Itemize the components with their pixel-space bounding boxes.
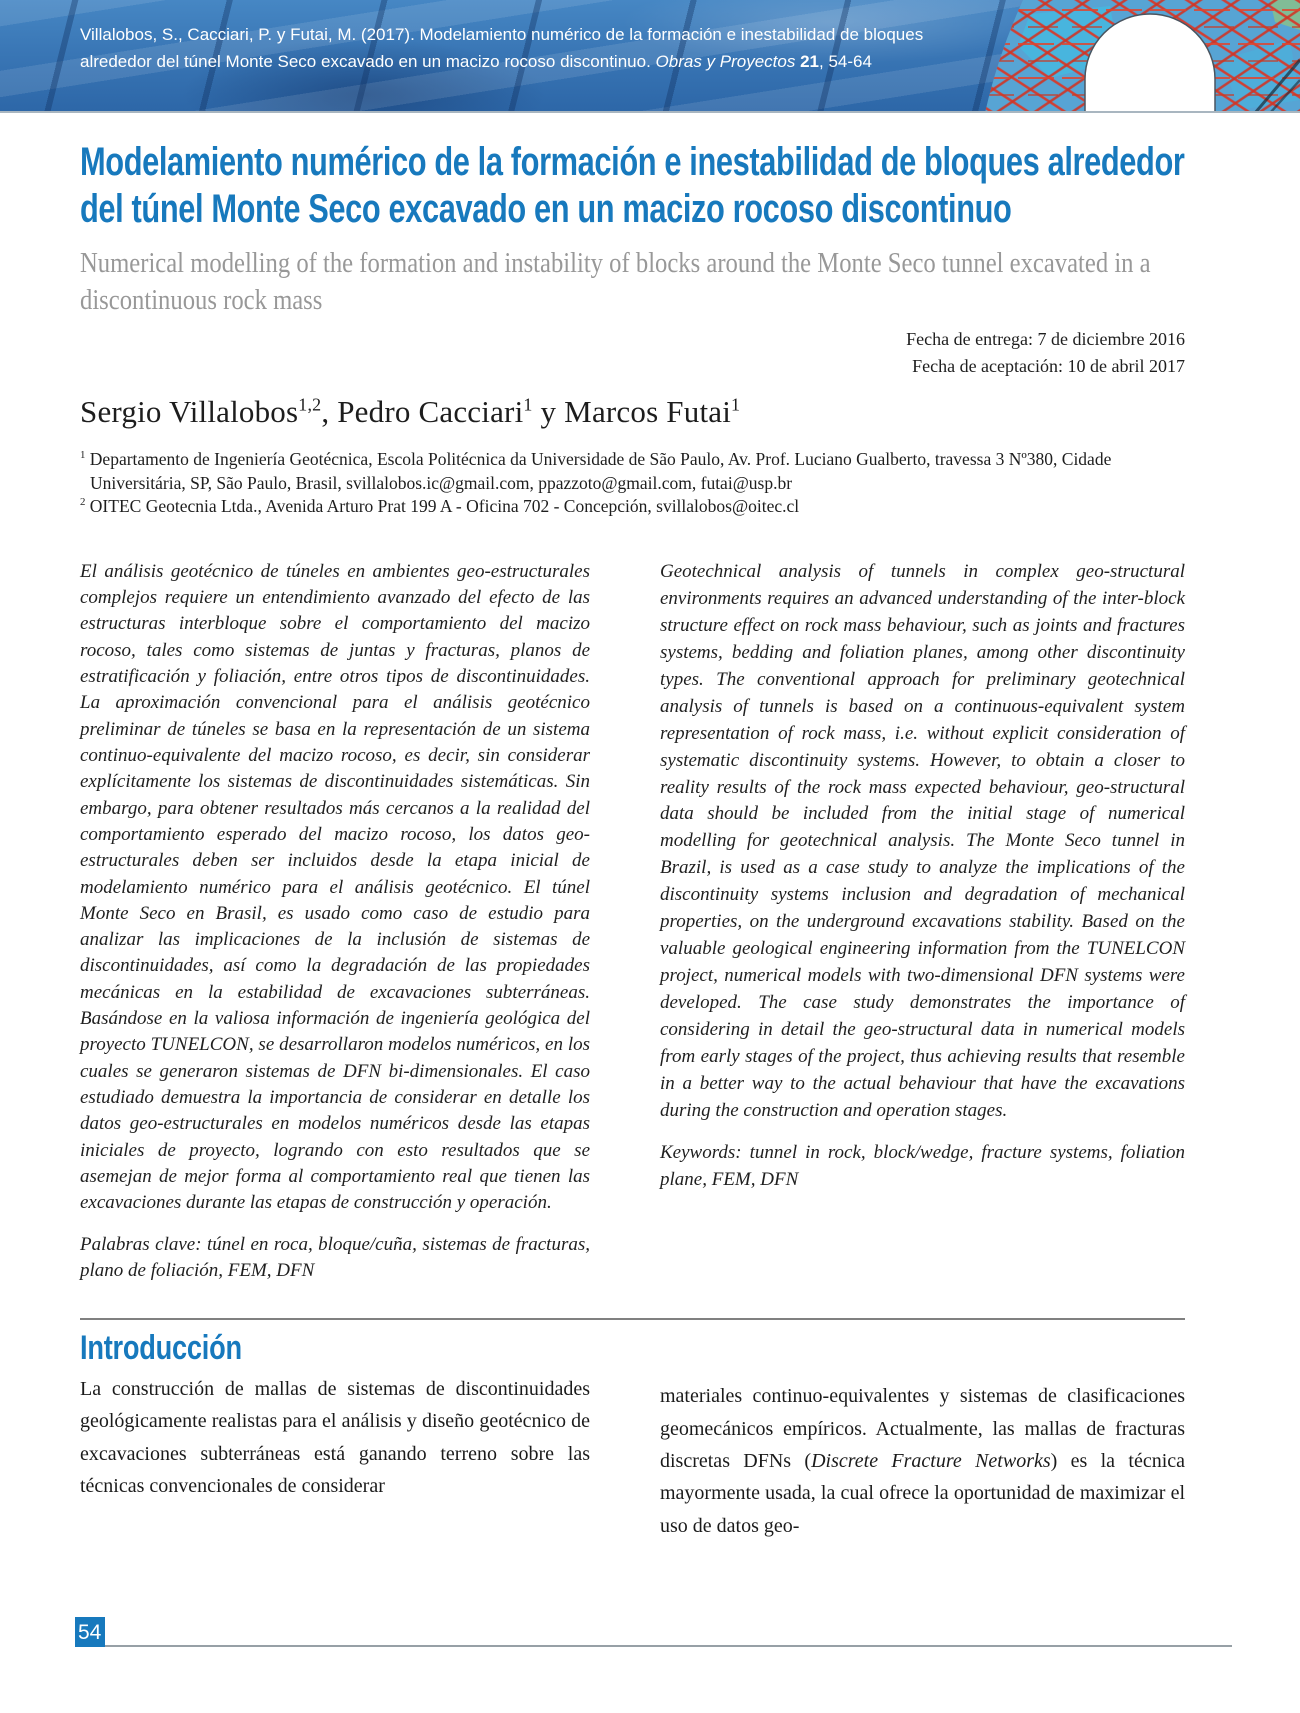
author-1: Sergio Villalobos	[80, 393, 299, 429]
page-number-badge: 54	[75, 1617, 105, 1647]
introduction-right-column	[660, 1328, 1185, 1542]
abstract-section	[80, 559, 1185, 1284]
affiliation-1-marker: 1	[80, 449, 86, 462]
journal-header-band	[0, 0, 1300, 113]
introduction-left-text: La construcción de mallas de sistemas de discontinuidades geológicamente realistas para el análisis y diseño geotécnico de excavaciones subterráneas está ganando terreno sobre las técnicas convencionales de considerar	[80, 1377, 590, 1498]
introduction-left-column	[80, 1328, 590, 1542]
introduction-section	[80, 1328, 1185, 1542]
submission-dates	[80, 326, 1185, 380]
abstract-spanish-column	[80, 559, 590, 1284]
author-2: , Pedro Cacciari	[321, 393, 524, 429]
affiliation-1	[80, 448, 1185, 495]
date-accepted: Fecha de aceptación: 10 de abril 2017	[912, 355, 1185, 376]
citation-volume: 21	[800, 51, 820, 71]
citation-text	[80, 22, 960, 75]
author-1-affmark: 1,2	[298, 394, 322, 415]
author-line	[80, 394, 1185, 430]
article-title-spanish: Modelamiento numérico de la formación e inestabilidad de bloques alrededor del túnel Monte Seco excavado en un macizo rocoso discontinuo	[80, 140, 1185, 232]
affiliation-1-text: Departamento de Ingeniería Geotécnica, Escola Politécnica da Universidade de São Paulo, Av. Prof. Luciano Gualberto, travessa 3 Nº380, Cidade Universitária, SP, São Paulo, Brasil, svillalobos.ic@gmail.com, ppazzoto@gmail.com, futai@usp.br	[85, 448, 1112, 493]
citation-main: Villalobos, S., Cacciari, P. y Futai, M. (2017). Modelamiento numérico de la formación e inestabilidad de bloques alrededor del túnel Monte Seco excavado en un macizo rocoso discontinuo.	[80, 25, 924, 71]
tunnel-fracture-network-graphic	[970, 0, 1300, 113]
affiliation-2-text: OITEC Geotecnia Ltda., Avenida Arturo Prat 199 A - Oficina 702 - Concepción, svillalobos@oitec.cl	[85, 496, 800, 517]
abstract-spanish-text: El análisis geotécnico de túneles en ambientes geo-estructurales complejos requiere un entendimiento avanzado del efecto de las estructuras interbloque sobre el comportamiento del macizo rocoso, tales como sistemas de juntas y fracturas, planos de estratificación y foliación, entre otros tipos de discontinuidades. La aproximación convencional para el análisis geotécnico preliminar de túneles se basa en la representación de un sistema continuo-equivalente del macizo rocoso, es decir, sin considerar explícitamente los sistemas de discontinuidades sistemáticas. Sin embargo, para obtener resultados más cercanos a la realidad del comportamiento esperado del macizo rocoso, los datos geo-estructurales deben ser incluidos desde la etapa inicial de modelamiento numérico para el análisis geotécnico. El túnel Monte Seco en Brasil, es usado como caso de estudio para analizar las implicaciones de la inclusión de sistemas de discontinuidades, así como la degradación de las propiedades mecánicas en la estabilidad de excavaciones subterráneas. Basándose en la valiosa información de ingeniería geológica del proyecto TUNELCON, se desarrollaron modelos numéricos, en los cuales se generaron sistemas de DFN bi-dimensionales. El caso estudiado demuestra la importancia de considerar en detalle los datos geo-estructurales en modelos numéricos desde las etapas iniciales de proyecto, logrando con esto resultados que se asemejan de mejor forma al comportamiento real que tienen las excavaciones durante las etapas de construcción y operación.	[80, 560, 590, 1214]
author-3: y Marcos Futai	[532, 393, 732, 429]
article-content	[80, 139, 1185, 1542]
citation-journal-name: Obras y Proyectos	[655, 51, 801, 71]
footer-rule	[105, 1645, 1232, 1647]
page-footer	[75, 1617, 1232, 1647]
citation-pages: , 54-64	[819, 51, 872, 71]
intro-right-part1: materiales continuo-equivalentes y sistemas de clasificaciones geomecánicos empíricos. Actualmente, las mallas de fracturas discretas DFNs (	[660, 1385, 1185, 1472]
affiliation-2-marker: 2	[80, 496, 86, 509]
keywords-spanish: Palabras clave: túnel en roca, bloque/cuña, sistemas de fracturas, plano de foliación, FEM, DFN	[80, 1233, 590, 1281]
intro-right-part2: ) es la técnica mayormente usada, la cual ofrece la oportunidad de maximizar el uso de datos geo-	[660, 1449, 1186, 1537]
abstract-english-column	[660, 559, 1185, 1284]
author-2-affmark: 1	[523, 394, 533, 415]
section-divider-rule	[80, 1318, 1185, 1320]
introduction-right-text	[660, 1380, 1185, 1542]
affiliation-2	[80, 495, 1185, 519]
abstract-english-text: Geotechnical analysis of tunnels in complex geo-structural environments requires an advanced understanding of the inter-block structure effect on rock mass behaviour, such as joints and fractures systems, bedding and foliation planes, among other discontinuity types. The conventional approach for preliminary geotechnical analysis of tunnels is based on a continuous-equivalent system representation of rock mass, i.e. without explicit consideration of systematic discontinuity systems. However, to obtain a closer to reality results of the rock mass expected behaviour, geo-structural data should be included from the initial stage of numerical modelling for geotechnical analysis. The Monte Seco tunnel in Brazil, is used as a case study to analyze the implications of the discontinuity systems inclusion and degradation of mechanical properties, on the underground excavations stability. Based on the valuable geological engineering information from the TUNELCON project, numerical models with two-dimensional DFN systems were developed. The case study demonstrates the importance of considering in detail the geo-structural data in numerical models from early stages of the project, thus achieving results that resemble in a better way to the actual behaviour that have the excavations during the construction and operation stages.	[660, 560, 1185, 1122]
keywords-english: Keywords: tunnel in rock, block/wedge, fracture systems, foliation plane, FEM, DFN	[660, 1142, 1185, 1191]
affiliations-block	[80, 448, 1185, 519]
article-title-english: Numerical modelling of the formation and instability of blocks around the Monte Seco tunnel excavated in a discontinuous rock mass	[80, 247, 1151, 316]
date-received: Fecha de entrega: 7 de diciembre 2016	[906, 328, 1185, 349]
intro-right-italic-term: Discrete Fracture Networks	[811, 1449, 1051, 1472]
author-3-affmark: 1	[731, 394, 741, 415]
introduction-heading: Introducción	[80, 1329, 242, 1368]
